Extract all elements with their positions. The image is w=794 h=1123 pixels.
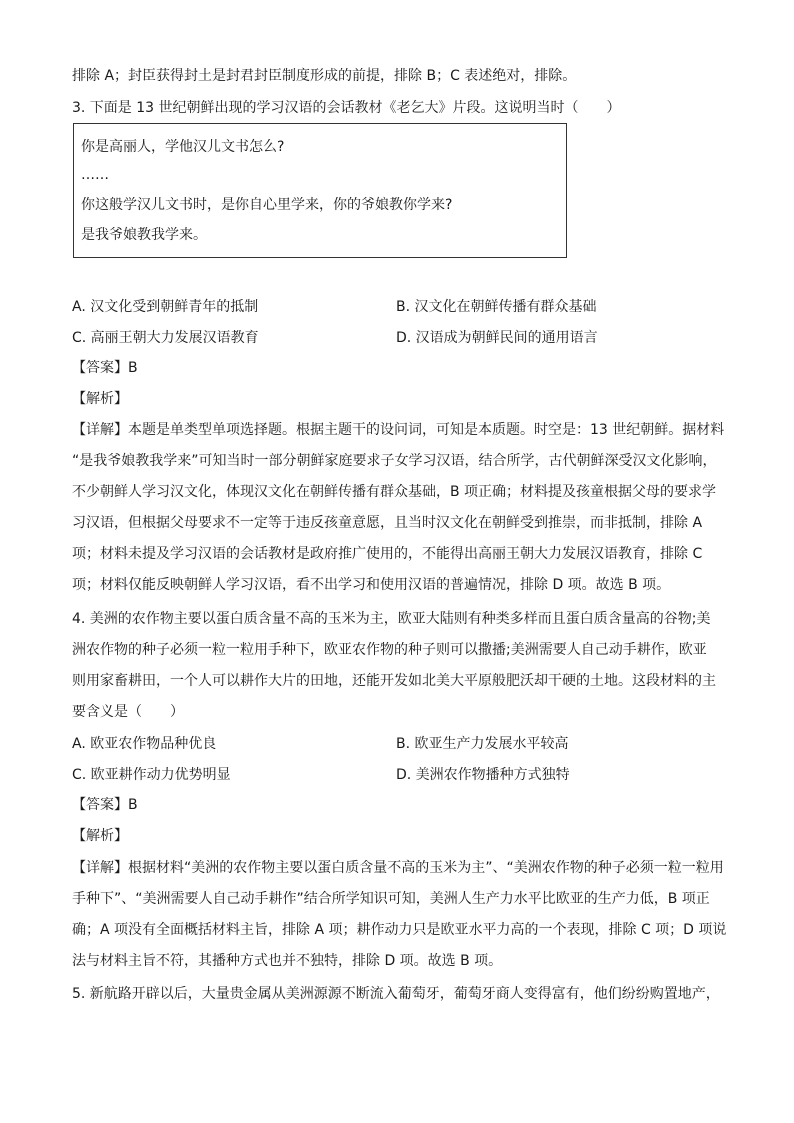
- q3-option-b: B. 汉文化在朝鲜传播有群众基础: [396, 299, 597, 315]
- material-line: 是我爷娘教我学来。: [81, 227, 207, 243]
- q3-option-a: A. 汉文化受到朝鲜青年的抵制: [72, 299, 259, 315]
- q3-detail-line: “是我爷娘教我学来”可知当时一部分朝鲜家庭要求子女学习汉语，结合所学，古代朝鲜深受汉文化影响，: [72, 453, 717, 469]
- material-line: ……: [81, 167, 109, 183]
- q3-stem: 3. 下面是 13 世纪朝鲜出现的学习汉语的会话教材《老乞大》片段。这说明当时（ ）: [72, 100, 621, 116]
- q4-option-d: D. 美洲农作物播种方式独特: [396, 767, 570, 783]
- q5-stem-line: 5. 新航路开辟以后，大量贵金属从美洲源源不断流入葡萄牙，葡萄牙商人变得富有，他们纷纷购置地产，: [72, 986, 720, 1002]
- q4-answer: 【答案】B: [72, 797, 138, 813]
- material-line: 你是高丽人，学他汉儿文书怎么?: [81, 139, 285, 155]
- q3-analysis-label: 【解析】: [72, 391, 128, 407]
- q4-stem-line: 要含义是（ ）: [72, 704, 184, 720]
- q4-stem-line: 则用家畜耕田，一个人可以耕作大片的田地，还能开发如北美大平原般肥沃却干硬的土地。这段材料的主: [72, 673, 716, 689]
- q3-detail-line: 【详解】本题是单类型单项选择题。根据主题干的设问词，可知是本质题。时空是：13 世纪朝鲜。据材料: [72, 422, 725, 438]
- q4-stem-line: 洲农作物的种子必须一粒一粒用手种下，欧亚农作物的种子则可以撒播;美洲需要人自己动手耕作，欧亚: [72, 642, 707, 658]
- q4-option-b: B. 欧亚生产力发展水平较高: [396, 736, 569, 752]
- q3-answer: 【答案】B: [72, 360, 138, 376]
- q3-detail-line: 项；材料仅能反映朝鲜人学习汉语，看不出学习和使用汉语的普遍情况，排除 D 项。故选 B 项。: [72, 577, 671, 593]
- q3-material-box: [73, 123, 567, 258]
- q4-detail-line: 法与材料主旨不符，其播种方式也并不独特，排除 D 项。故选 B 项。: [72, 953, 503, 969]
- q2-analysis-tail: 排除 A；封臣获得封土是封君封臣制度形成的前提，排除 B；C 表述绝对，排除。: [72, 68, 577, 84]
- q3-option-c: C. 高丽王朝大力发展汉语教育: [72, 330, 259, 346]
- q4-analysis-label: 【解析】: [72, 828, 128, 844]
- q4-option-c: C. 欧亚耕作动力优势明显: [72, 767, 231, 783]
- q4-stem-line: 4. 美洲的农作物主要以蛋白质含量不高的玉米为主，欧亚大陆则有种类多样而且蛋白质含量高的谷物;美: [72, 611, 711, 627]
- q4-option-a: A. 欧亚农作物品种优良: [72, 736, 217, 752]
- material-line: 你这般学汉儿文书时，是你自心里学来，你的爷娘教你学来?: [81, 197, 453, 213]
- q3-detail-line: 习汉语，但根据父母要求不一定等于违反孩童意愿，且当时汉文化在朝鲜受到推崇，而非抵制，排除 A: [72, 515, 703, 531]
- q3-detail-line: 项；材料未提及学习汉语的会话教材是政府推广使用的，不能得出高丽王朝大力发展汉语教育，排除 C: [72, 546, 703, 562]
- q4-detail-line: 手种下”、“美洲需要人自己动手耕作”结合所学知识可知，美洲人生产力水平比欧亚的生产力低，B 项正: [72, 891, 710, 907]
- q4-detail-line: 确；A 项没有全面概括材料主旨，排除 A 项；耕作动力只是欧亚水平力高的一个表现，排除 C 项；D 项说: [72, 922, 727, 938]
- q3-option-d: D. 汉语成为朝鲜民间的通用语言: [396, 330, 598, 346]
- q3-detail-line: 不少朝鲜人学习汉文化，体现汉文化在朝鲜传播有群众基础，B 项正确；材料提及孩童根据父母的要求学: [72, 484, 717, 500]
- q4-detail-line: 【详解】根据材料“美洲的农作物主要以蛋白质含量不高的玉米为主”、“美洲农作物的种子必须一粒一粒用: [72, 860, 724, 876]
